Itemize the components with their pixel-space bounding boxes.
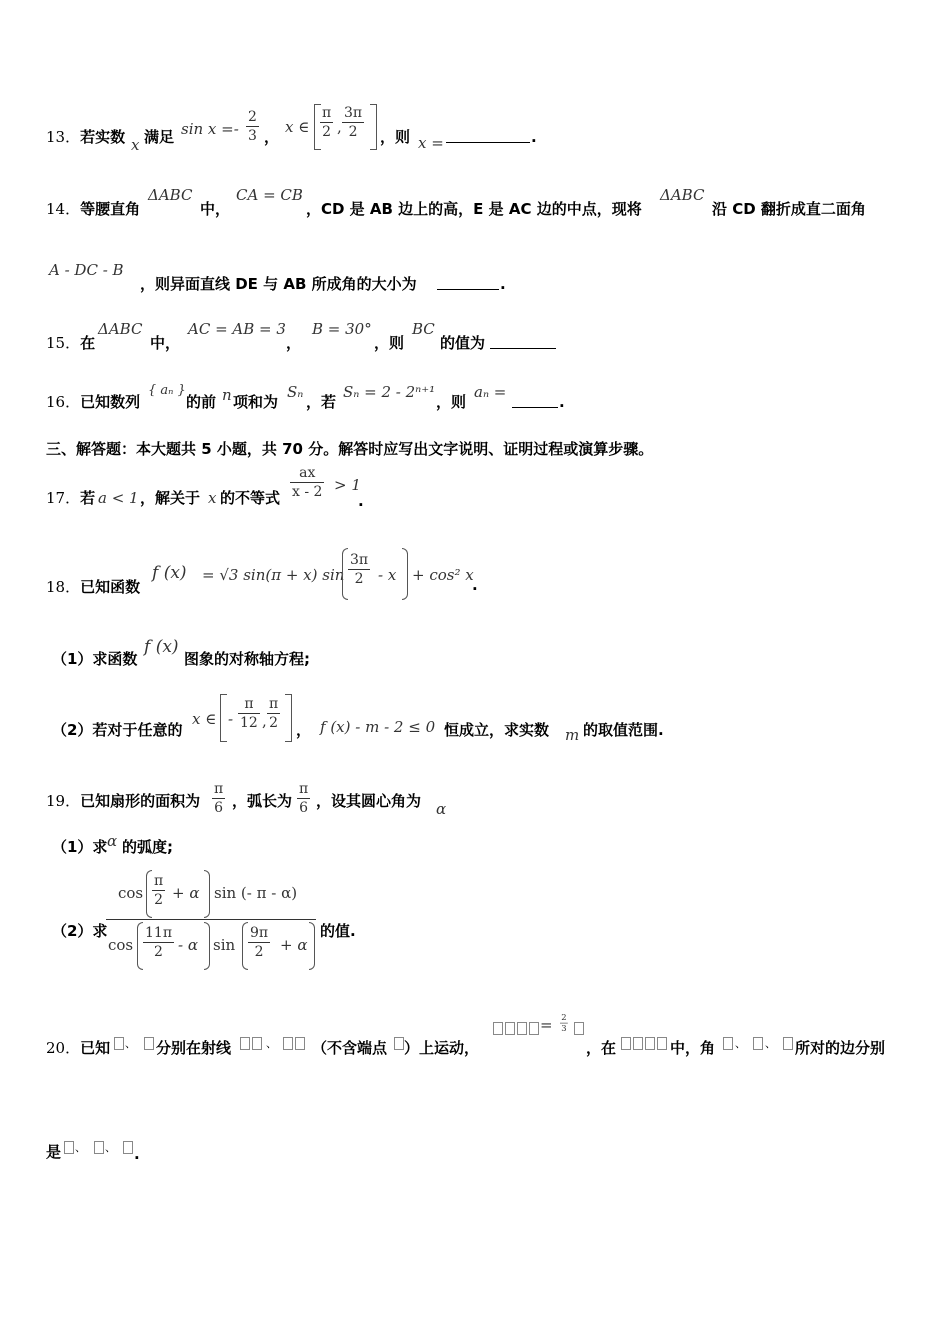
q14-triangle-2: ΔABC [660, 186, 705, 204]
q17-x: x [208, 489, 217, 507]
q19-den-frac-11pi: $\frac{11\pi}{2}$ [145, 925, 173, 960]
q20-text-6: ，在 [586, 1039, 617, 1057]
q18-part-2-frac-pi-2: $\frac{\pi}{2}$ [269, 696, 279, 731]
q16-text-3: 项和为 [233, 393, 279, 411]
q20-text-3: 分别在射线 [156, 1039, 232, 1057]
q18-number: 18． [46, 578, 81, 596]
q16-text-2: 的前 [186, 393, 217, 411]
q13-sin-lhs: sin x =- [181, 120, 239, 138]
q20-frac-2-3: $\frac{2}{3}$ [561, 1012, 567, 1034]
q18-part-2-text: 恒成立，求实数 [444, 721, 550, 739]
q18-part-2-bracket-right [285, 694, 292, 742]
q18-end: . [472, 576, 478, 594]
q15-text-3: ，则 [374, 334, 405, 352]
q13-var-x: x [131, 136, 140, 154]
q18-part-1-label: （1）求函数 [52, 650, 138, 668]
q19-den-cos: cos [108, 936, 134, 954]
q18-part-2-m: m [565, 726, 580, 744]
q20-text-4: （不含端点 [312, 1039, 388, 1057]
q17-number: 17． [46, 489, 81, 507]
q19-area-frac: $\frac{\pi}{6}$ [214, 781, 224, 816]
q13-x-in: x ∈ [285, 118, 310, 136]
q17-text-3: 的不等式 [220, 489, 281, 507]
q20-missing-glyph-icon [782, 1033, 794, 1052]
q18-paren-right [402, 548, 408, 600]
q20-sep-3: 、 [735, 1037, 746, 1050]
q19-text-2: ，弧长为 [232, 792, 293, 810]
q20-missing-glyph-icon [492, 1018, 540, 1037]
q16-text-5: ，则 [436, 393, 467, 411]
q14-text-1: 等腰直角 [80, 200, 141, 218]
q18-part-1-text: 图象的对称轴方程; [184, 650, 310, 668]
q13-answer-blank [446, 128, 530, 143]
q20-text-7: 中，角 [670, 1039, 716, 1057]
q13-frac-pi-2: $\frac{\pi}{2}$ [322, 105, 332, 140]
q20-missing-glyph-icon [620, 1033, 668, 1052]
q20-missing-glyph-icon [752, 1033, 764, 1052]
q17-end: . [358, 492, 364, 510]
q20-missing-glyph-icon [63, 1137, 75, 1156]
q20-missing-glyph-icon [113, 1033, 125, 1052]
q19-den-paren-right-2 [309, 922, 315, 970]
q19-alpha: α [436, 800, 447, 818]
q16-n: n [222, 386, 232, 404]
q14-dihedral-angle: A - DC - B [49, 261, 124, 279]
q20-sep-4: 、 [765, 1037, 776, 1050]
q15-triangle: ΔABC [98, 320, 143, 338]
q17-condition: a < 1 [98, 489, 139, 507]
q19-part-1-label: （1）求 [52, 838, 108, 856]
q18-fx: f (x) [152, 563, 187, 583]
q19-part-1-text: 的弧度; [122, 838, 173, 856]
q20-equals: = [540, 1016, 553, 1034]
q20-sep-6: 、 [105, 1141, 116, 1154]
q20-missing-glyph-icon [239, 1033, 263, 1052]
q13-frac-2-3: $\frac{2}{3}$ [248, 109, 257, 144]
q20-missing-glyph-icon [573, 1018, 585, 1037]
q18-part-2-comma: ， [296, 721, 312, 739]
q18-rhs-1: = √3 sin(π + x) sin [202, 566, 345, 584]
q15-bc: BC [412, 320, 435, 338]
q14-answer-blank [437, 275, 499, 290]
q19-num-plus-alpha: + α [172, 884, 200, 902]
q18-part-2-x-in: x ∈ [192, 710, 217, 728]
q19-text-3: ，设其圆心角为 [316, 792, 422, 810]
q19-part-2-label: （2）求 [52, 922, 108, 940]
q19-fraction-bar [106, 919, 316, 920]
q13-x-eq: x = [418, 134, 444, 152]
q13-number: 13． [46, 128, 81, 146]
q19-number: 19． [46, 792, 81, 810]
q19-arc-frac: $\frac{\pi}{6}$ [299, 781, 309, 816]
q17-text-2: ，解关于 [140, 489, 201, 507]
q13-bracket-right [370, 104, 377, 150]
q20-missing-glyph-icon [93, 1137, 105, 1156]
q15-text-2: 中， [150, 334, 181, 352]
q18-part-2-end: 的取值范围. [583, 721, 664, 739]
q16-sn: Sₙ [287, 383, 304, 401]
q20-missing-glyph-icon [143, 1033, 155, 1052]
q20-text-5: ）上运动， [404, 1039, 480, 1057]
q13-comma: ， [264, 128, 280, 146]
q14-triangle-1: ΔABC [148, 186, 193, 204]
q18-part-2-bracket-left [220, 694, 227, 742]
q20-text-8: 所对的边分别 [795, 1039, 886, 1057]
q18-rhs-2: + cos² x [412, 566, 474, 584]
q20-missing-glyph-icon [722, 1033, 734, 1052]
q17-fraction: $\frac{ax}{x - 2}$ [292, 465, 323, 500]
q19-text-1: 已知扇形的面积为 [80, 792, 201, 810]
q19-den-minus-alpha: - α [178, 936, 198, 954]
q13-text-3: ，则 [380, 128, 411, 146]
q18-part-2-inequality: f (x) - m - 2 ≤ 0 [320, 718, 436, 736]
q20-number: 20． [46, 1039, 81, 1057]
q13-text-1: 若实数 [80, 128, 126, 146]
q16-text-1: 已知数列 [80, 393, 141, 411]
q20-missing-glyph-icon [122, 1137, 134, 1156]
q18-part-2-frac-pi-12: $\frac{\pi}{12}$ [240, 696, 258, 731]
q14-end: . [500, 275, 506, 293]
q17-text-1: 若 [80, 489, 96, 507]
q18-text-1: 已知函数 [80, 578, 141, 596]
q14-text-5: ，则异面直线 DE 与 AB 所成角的大小为 [140, 275, 417, 293]
q20-sep-1: 、 [125, 1037, 136, 1050]
q19-num-sin: sin (- π - α) [214, 884, 298, 902]
q14-equation: CA = CB [236, 186, 303, 204]
q16-sequence: { aₙ } [148, 383, 186, 398]
q14-number: 14． [46, 200, 81, 218]
q13-frac-3pi-2: $\frac{3\pi}{2}$ [344, 105, 363, 140]
q15-equation-2: B = 30° [312, 320, 372, 338]
q20-text-9: 是 [46, 1143, 62, 1161]
q15-number: 15． [46, 334, 81, 352]
q16-an: aₙ = [474, 383, 507, 401]
q13-end: . [531, 128, 537, 146]
q14-text-4: 沿 CD 翻折成直二面角 [712, 200, 866, 218]
q20-text-1: 已知 [80, 1039, 111, 1057]
q13-text-2: 满足 [144, 128, 175, 146]
q16-text-4: ，若 [306, 393, 337, 411]
q16-end: . [559, 393, 565, 411]
section-3-heading: 三、解答题：本大题共 5 小题，共 70 分。解答时应写出文字说明、证明过程或演算步骤。 [46, 440, 654, 458]
q18-frac-3pi-2: $\frac{3\pi}{2}$ [350, 552, 369, 587]
q18-part-1-fx: f (x) [144, 637, 179, 657]
q19-num-cos: cos [118, 884, 144, 902]
q15-text-1: 在 [80, 334, 96, 352]
q20-missing-glyph-icon [282, 1033, 306, 1052]
q15-text-4: 的值为 [440, 334, 486, 352]
q18-minus-x: - x [378, 566, 397, 584]
q19-den-paren-right-1 [204, 922, 210, 970]
q19-den-sin: sin [213, 936, 236, 954]
q19-part-1-alpha: α [107, 832, 118, 850]
q20-end: . [134, 1145, 140, 1163]
q20-sep-2: 、 [266, 1037, 277, 1050]
q18-part-2-minus: - [228, 710, 234, 728]
q15-comma: ， [286, 334, 302, 352]
q15-answer-blank [490, 334, 556, 349]
q19-den-plus-alpha: + α [280, 936, 308, 954]
q16-number: 16． [46, 393, 81, 411]
q16-answer-blank [512, 393, 558, 408]
q15-equation-1: AC = AB = 3 [188, 320, 286, 338]
q19-part-2-end: 的值. [320, 922, 356, 940]
q16-formula: Sₙ = 2 - 2ⁿ⁺¹ [343, 383, 436, 401]
q19-num-frac: $\frac{\pi}{2}$ [154, 873, 164, 908]
q19-num-paren-right [204, 870, 210, 918]
q14-text-3: ，CD 是 AB 边上的高，E 是 AC 边的中点，现将 [306, 200, 642, 218]
q14-text-2: 中， [200, 200, 231, 218]
q20-sep-5: 、 [75, 1141, 86, 1154]
q17-gt-1: > 1 [334, 476, 361, 494]
q18-part-2-label: （2）若对于任意的 [52, 721, 183, 739]
q19-den-frac-9pi: $\frac{9\pi}{2}$ [250, 925, 269, 960]
